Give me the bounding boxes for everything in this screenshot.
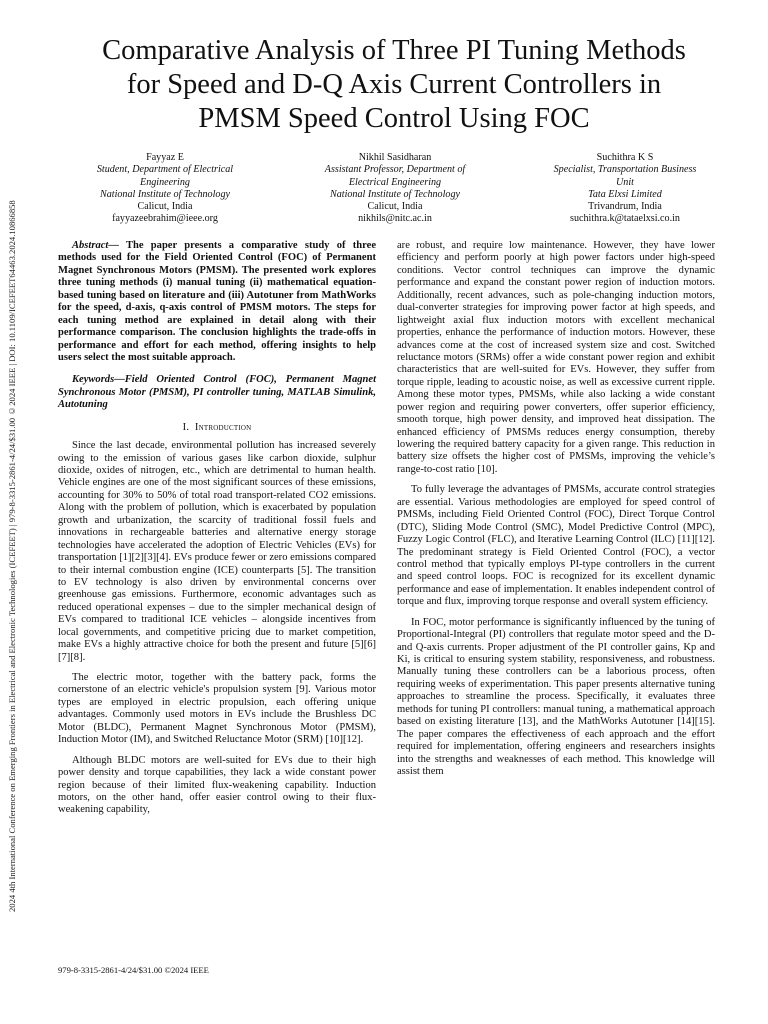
author-city: Calicut, India bbox=[137, 201, 193, 213]
author-email[interactable]: fayyazeebrahim@ieee.org bbox=[112, 213, 218, 225]
author-name: Suchithra K S bbox=[596, 152, 654, 163]
paragraph: Since the last decade, environmental pollution has increased severely owing to the emission of various gases like carbon dioxide, sulphur dioxide, oxides of nitrogen, etc., which are detrimental to human health. Vehicle engines are one of the most significant sources of these emissions, accounting for 30% to 50% of total road transport-related CO2 emissions. Along with the problem of pollution, which is exacerbated by population growth and urbanization, the scarcity of traditional fossil fuels and innovations in rechargeable batteries and alternative energy storage technologies have accelerated the adoption of Electric Vehicles (EVs) for transportation [1][2][3][4]. EVs produce fewer or zero emissions compared to their internal combustion engine (ICE) counterparts [5]. The transition to EV technology is also driven by environmental concerns over greenhouse gas emissions. Furthermore, economic advantages such as reduced operational expenses – due to the simpler mechanical design of EVs compared to traditional ICE vehicles – alongside incentives from local governments, and competitive pricing due to market competition, make EVs a highly attractive choice for both the present and future [5][6][7][8]. bbox=[58, 440, 376, 663]
title-line-3: PMSM Speed Control Using FOC bbox=[198, 103, 590, 134]
author-org: National Institute of Technology bbox=[99, 188, 230, 200]
conference-side-banner: 2024 4th International Conference on Emerging Frontiers in Electrical and Electronic Technologies (ICEFEET) | 979-8-3315-2861-4/24/$31.00 ©2024 IEEE | DOI: 10.1109/ICEFEET64463.2024.10866858 bbox=[7, 200, 17, 912]
paragraph: The electric motor, together with the battery pack, forms the cornerstone of an electric vehicle's propulsion system [9]. Various motor types are employed in electric propulsion, each offering unique advantages. Commonly used motors in EVs include the Brushless DC Motor (BLDC), Permanent Magnet Synchronous Motor (PMSM), Induction Motor (IM), and Switched Reluctance Motor (SRM) [10][12]. bbox=[58, 672, 376, 746]
author-role: Assistant Professor, Department of bbox=[324, 164, 466, 176]
paper-title bbox=[40, 34, 748, 136]
abstract-lead: Abstract— bbox=[72, 240, 119, 251]
author-role-cont: Engineering bbox=[140, 176, 190, 188]
section-heading-introduction bbox=[58, 422, 376, 434]
paragraph: are robust, and require low maintenance. However, they have lower efficiency and perform poorly at high power factors under high-speed conditions. Vector control techniques can improve the dynamic performance and expand the constant power region of induction motors. Additionally, recent advances, such as pole-changing induction motors, dual-converter strategies for improving power factor at high speeds, and lightweight axial flux induction motors with excellent mechanical properties, enhance the performance of induction motors. However, these advances come at the cost of increased system size and cost. Switched reluctance motors (SRMs) offer a wide constant power region and exhibit characteristics that are well-suited for EVs. However, they suffer from torque ripple, leading to acoustic noise, as well as excessive current ripple. Among these motor types, PMSMs, while also lacking a wide constant power region and requiring power converters, offer superior efficiency, smooth torque, high power density, and improved heat dissipation. The enhanced efficiency of PMSMs reduces energy consumption, thereby lowering the required battery capacity for a given range. This reduction in battery size offsets the higher cost of PMSMs, improving the vehicle’s range-to-cost ratio [10]. bbox=[397, 240, 715, 475]
section-number: I. bbox=[182, 421, 190, 433]
paragraph: Although BLDC motors are well-suited for EVs due to their high power density and torque capabilities, they lack a wide constant power region because of their limited flux-weakening capability. Induction motors, on the other hand, offer easier control owing to their flux-weakening capability, bbox=[58, 754, 376, 816]
section-title: Introduction bbox=[194, 421, 252, 433]
author-block bbox=[50, 152, 740, 226]
author-city: Calicut, India bbox=[367, 201, 423, 213]
author-city: Trivandrum, India bbox=[588, 201, 662, 213]
author-email[interactable]: suchithra.k@tataelxsi.co.in bbox=[570, 213, 680, 225]
title-line-1: Comparative Analysis of Three PI Tuning Methods bbox=[102, 35, 686, 66]
author-role-cont: Electrical Engineering bbox=[348, 176, 442, 188]
abstract-text: The paper presents a comparative study of three methods used for the Field Oriented Control (FOC) of Permanent Magnet Synchronous Motors (PMSM). The presented work explores three tuning methods (i) manual tuning (ii) mathematical equation-based tuning based on literature and (iii) Autotuner from MathWorks for the speed, d-axis, q-axis control of PMSM motors. The steps for each tuning method are explained in detail along with their performance comparison. The conclusion highlights the trade-offs in performance and effort for each method, offering insights to help users select the most suitable approach. bbox=[58, 240, 376, 363]
paragraph: To fully leverage the advantages of PMSMs, accurate control strategies are essential. Various methodologies are employed for speed control of PMSMs, including Field Oriented Control (FOC), Direct Torque Control (DTC), Sliding Mode Control (SMC), Model Predictive Control (MPC), Fuzzy Logic Control (FLC), and Iterative Learning Control (ILC) [11][12]. The predominant strategy is Field Oriented Control (FOC), a vector control method that typically employs PI-type controllers in the current and speed control loops. FOC is recognized for its excellent dynamic performance and ease of implementation. It enables independent control of torque and flux, improving torque response and overall system efficiency. bbox=[397, 484, 715, 608]
author-1 bbox=[50, 152, 280, 226]
right-column bbox=[397, 240, 715, 778]
abstract bbox=[58, 240, 376, 364]
keywords: Keywords—Field Oriented Control (FOC), Permanent Magnet Synchronous Motor (PMSM), PI controller tuning, MATLAB Simulink, Autotuning bbox=[58, 374, 376, 411]
author-name: Fayyaz E bbox=[146, 152, 184, 163]
author-role: Specialist, Transportation Business bbox=[553, 164, 697, 176]
author-role: Student, Department of Electrical bbox=[96, 164, 234, 176]
author-role-cont: Unit bbox=[616, 176, 634, 188]
author-2 bbox=[280, 152, 510, 226]
paragraph: In FOC, motor performance is significantly influenced by the tuning of Proportional-Integral (PI) controllers that regulate motor speed and the D- and Q-axis currents. Proper adjustment of the PI controller gains, Kp and Ki, is critical to ensuring system stability, responsiveness, and robustness. Manually tuning these controllers can be a laborious process, often requiring weeks of experimentation. This paper presents alternative tuning approaches to streamline the process. Specifically, it evaluates three methods for tuning PI controllers: manual tuning, a mathematical approach based on existing literature [13], and the MathWorks Autotuner [14][15]. The paper compares the effectiveness of each approach and the effort required for implementation, offering engineers and researchers insights into the strengths and weaknesses of each method. This knowledge will assist them bbox=[397, 616, 715, 777]
author-email[interactable]: nikhils@nitc.ac.in bbox=[358, 213, 432, 225]
author-name: Nikhil Sasidharan bbox=[358, 152, 432, 163]
left-column bbox=[58, 240, 376, 817]
author-org: National Institute of Technology bbox=[329, 188, 460, 200]
author-3 bbox=[510, 152, 740, 226]
title-line-2: for Speed and D-Q Axis Current Controllers in bbox=[126, 69, 662, 100]
author-org: Tata Elxsi Limited bbox=[588, 188, 662, 200]
copyright-footer: 979-8-3315-2861-4/24/$31.00 ©2024 IEEE bbox=[58, 965, 209, 975]
